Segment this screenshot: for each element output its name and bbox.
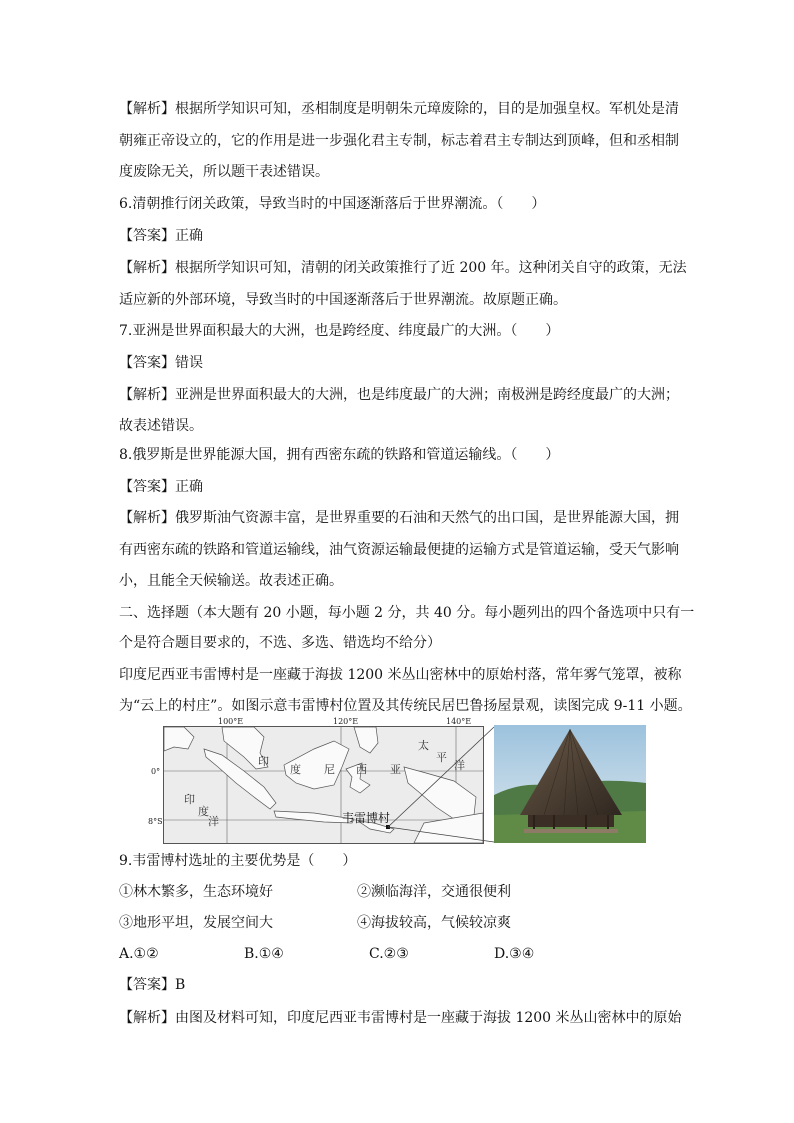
map-label: 洋 [454, 759, 465, 772]
analysis-line: 【解析】亚洲是世界面积最大的大洲，也是纬度最广的大洲；南极洲是跨经度最广的大洲； [119, 387, 679, 403]
answer-7: 【答案】错误 [119, 355, 203, 371]
analysis-line: 【解析】根据所学知识可知，清朝的闭关政策推行了近 200 年。这种闭关自守的政策，无法 [119, 260, 687, 276]
analysis-line: 小，且能全天候输送。故表述正确。 [119, 573, 343, 589]
map-label: 度 [290, 763, 301, 776]
answer-9: 【答案】B [119, 977, 186, 993]
choice-d: D.③④ [494, 946, 535, 962]
analysis-line: 【解析】根据所学知识可知，丞相制度是明朝朱元璋废除的，目的是加强皇权。军机处是清 [119, 101, 679, 117]
map-label: 印 [184, 793, 195, 806]
map-label: 洋 [208, 815, 219, 828]
lon-label: 140°E [446, 717, 472, 726]
analysis-line: 适应新的外部环境，导致当时的中国逐渐落后于世界潮流。故原题正确。 [119, 292, 567, 308]
map-label: 尼 [324, 763, 335, 776]
map-label: 印 [258, 755, 269, 768]
material-text: 为“云上的村庄”。如图示意韦雷博村位置及其传统民居巴鲁扬屋景观，读图完成 9-11 小题。 [119, 698, 692, 714]
material-text: 印度尼西亚韦雷博村是一座藏于海拔 1200 米丛山密林中的原始村落，常年雾气笼罩，被称 [119, 667, 682, 683]
analysis-line: 有西密东疏的铁路和管道运输线，油气资源运输最便捷的运输方式是管道运输，受天气影响 [119, 542, 679, 558]
choice-b: B.①④ [244, 946, 284, 962]
village-label: 韦雷博村 [342, 811, 391, 825]
analysis-line: 故表述错误。 [119, 418, 203, 434]
answer-8: 【答案】正确 [119, 479, 203, 495]
question-7: 7.亚洲是世界面积最大的大洲，也是跨经度、纬度最广的大洲。（ ） [119, 323, 560, 339]
house-illustration [494, 725, 646, 843]
house-photo [494, 725, 646, 843]
option-3: ③地形平坦，发展空间大 [119, 915, 273, 931]
map-label: 西 [356, 763, 367, 776]
analysis-line: 朝雍正帝设立的，它的作用是进一步强化君主专制，标志着君主专制达到顶峰，但和丞相制 [119, 133, 679, 149]
option-4: ④海拔较高，气候较凉爽 [357, 915, 511, 931]
question-9: 9.韦雷博村选址的主要优势是（ ） [119, 853, 357, 869]
analysis-line: 【解析】由图及材料可知，印度尼西亚韦雷博村是一座藏于海拔 1200 米丛山密林中的原始 [119, 1010, 682, 1026]
map-label: 亚 [390, 763, 401, 776]
analysis-line: 度废除无关，所以题干表述错误。 [119, 164, 329, 180]
choice-a: A.①② [119, 946, 159, 962]
lon-label: 120°E [333, 717, 359, 726]
map-label: 平 [436, 751, 447, 764]
lat-label: 8°S [148, 817, 163, 826]
section-heading: 二、选择题（本大题有 20 小题，每小题 2 分，共 40 分。每小题列出的四个备选项中只有一 [119, 605, 695, 621]
answer-6: 【答案】正确 [119, 228, 203, 244]
callout-lines [380, 725, 496, 845]
map-label: 度 [198, 805, 209, 818]
map-label: 太 [418, 739, 429, 752]
question-8: 8.俄罗斯是世界能源大国，拥有西密东疏的铁路和管道运输线。（ ） [119, 447, 560, 463]
question-6: 6.清朝推行闭关政策，导致当时的中国逐渐落后于世界潮流。（ ） [119, 196, 546, 212]
lat-label: 0° [151, 767, 161, 776]
option-1: ①林木繁多，生态环境好 [119, 884, 273, 900]
option-2: ②濒临海洋，交通很便利 [357, 884, 511, 900]
choice-c: C.②③ [369, 946, 409, 962]
analysis-line: 【解析】俄罗斯油气资源丰富，是世界重要的石油和天然气的出口国，是世界能源大国，拥 [119, 510, 679, 526]
lon-label: 100°E [218, 717, 244, 726]
section-heading: 个是符合题目要求的，不选、多选、错选均不给分） [119, 635, 441, 651]
